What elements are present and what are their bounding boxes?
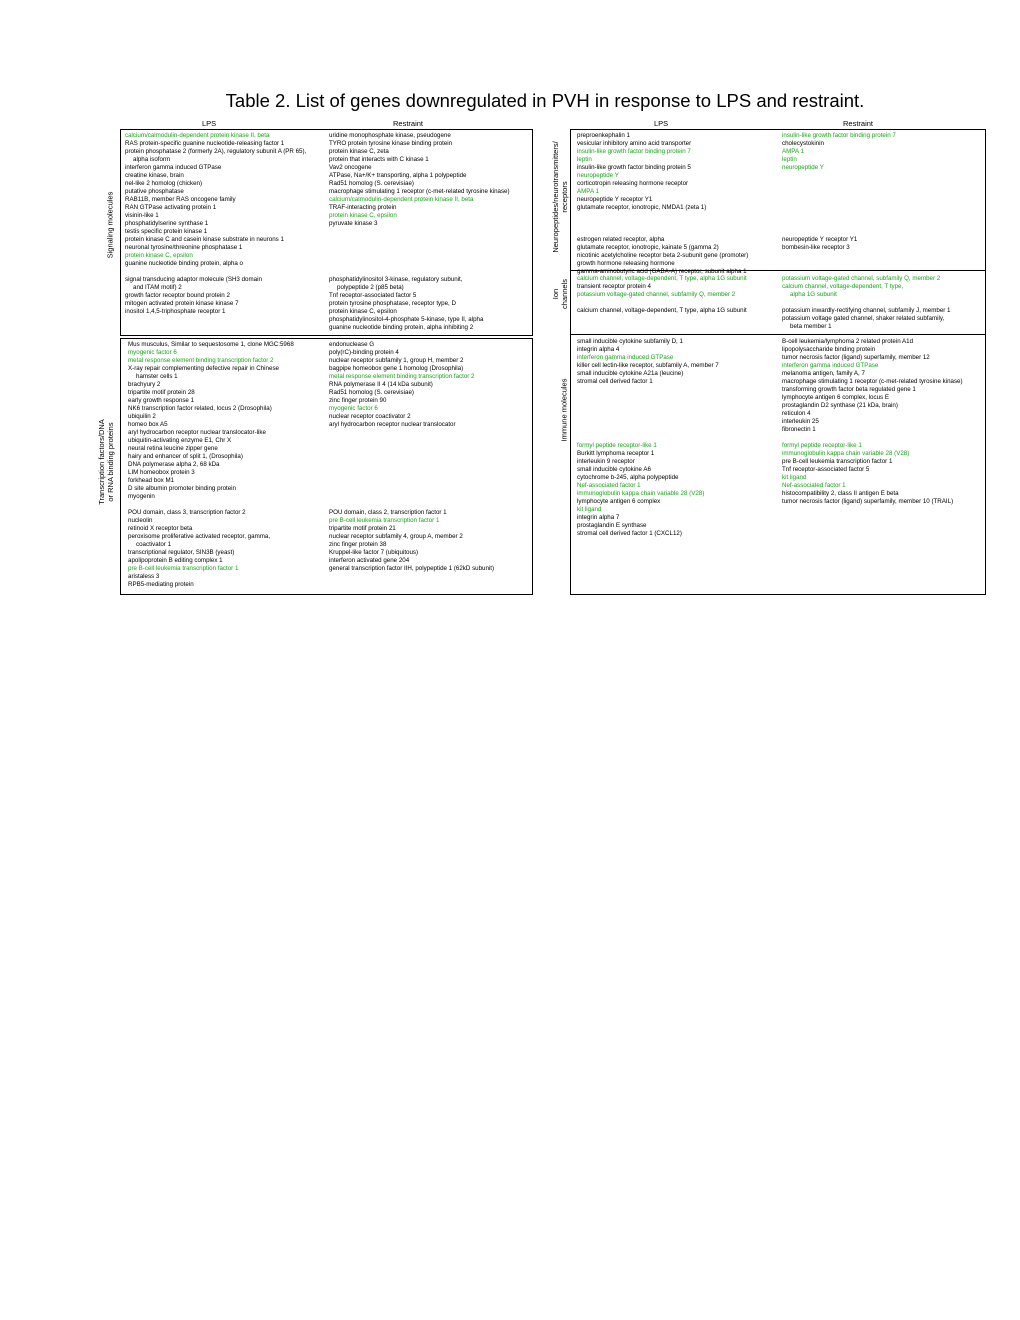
gene-entry: pre B-cell leukemia transcription factor 1 [329,517,440,524]
gene-entry: nuclear receptor coactivator 2 [329,413,411,420]
gene-entry: RPB5-mediating protein [128,581,194,588]
gene-entry: polypeptide 2 (p85 beta) [337,284,404,291]
gene-entry: ATPase, Na+/K+ transporting, alpha 1 polypeptide [329,172,467,179]
gene-entry: Burkitt lymphoma receptor 1 [577,450,655,457]
gene-entry: TYRO protein tyrosine kinase binding protein [329,140,453,147]
ion-restraint-list [782,275,951,331]
left-lps-header: LPS [202,119,217,128]
gene-entry: leptin [782,156,797,163]
spacer [329,260,510,268]
gene-entry: beta member 1 [790,323,832,330]
gene-entry: stromal cell derived factor 1 (CXCL12) [577,530,682,537]
category-neuro-line2: receptors [560,181,569,213]
spacer [329,477,494,485]
gene-entry: lymphocyte antigen 6 complex, locus E [782,394,889,401]
gene-entry: phosphatidylinositol-4-phosphate 5-kinase, type II, alpha [329,316,484,323]
gene-entry: TRAF-interacting protein [329,204,397,211]
gene-entry: ubiquilin 2 [128,413,156,420]
gene-entry: testis specific protein kinase 1 [125,228,208,235]
gene-entry: kit ligand [782,474,807,481]
gene-entry: formyl peptide receptor-like 1 [782,442,862,449]
gene-entry: Rad51 homolog (S. cerevisiae) [329,180,414,187]
gene-entry: growth hormone releasing hormone [577,260,675,267]
category-ion [551,279,569,309]
gene-entry: calcium channel, voltage-dependent, T type, alpha 1G subunit [577,307,747,314]
gene-entry: hamster cells 1 [136,373,178,380]
spacer [782,212,896,220]
gene-entry: calcium/calmodulin-dependent protein kinase II, beta [329,196,474,203]
gene-entry: poly(rC)-binding protein 4 [329,349,399,356]
gene-entry: small inducible cytokine A21a (leucine) [577,370,684,377]
gene-entry: alpha 1G subunit [790,291,837,298]
gene-entry: fibronectin 1 [782,426,816,433]
gene-entry: zinc finger protein 90 [329,397,387,404]
immune-lps-list [577,338,719,538]
gene-entry: protein phosphatase 2 (formerly 2A), regulatory subunit A (PR 65), [125,148,307,155]
spacer [329,485,494,493]
gene-entry: X-ray repair complementing defective repair in Chinese [128,365,279,372]
gene-entry: inositol 1,4,5-triphosphate receptor 1 [125,308,226,315]
spacer [577,299,747,307]
gene-entry: Rad51 homolog (S. cerevisiae) [329,389,414,396]
gene-entry: protein that interacts with C kinase 1 [329,156,429,163]
gene-entry: interferon activated gene 204 [329,557,410,564]
gene-entry: potassium voltage-gated channel, subfamily Q, member 2 [782,275,941,282]
gene-entry: calcium channel, voltage-dependent, T type, alpha 1G subunit [577,275,747,282]
gene-entry: neural retina leucine zipper gene [128,445,218,452]
gene-entry: tumor necrosis factor (ligand) superfamily, member 12 [782,354,930,361]
gene-entry: gamma-aminobutyric acid (GABA-A) receptor, subunit alpha 1 [577,268,747,275]
spacer [577,394,719,402]
gene-entry: AMPA 1 [782,148,804,155]
gene-entry: D site albumin promoter binding protein [128,485,236,492]
gene-entry: endonuclease G [329,341,375,348]
gene-entry: neuropeptide Y [577,172,619,179]
gene-entry: NK6 transcription factor related, locus 2 (Drosophila) [128,405,272,412]
gene-entry: nuclear receptor subfamily 1, group H, member 2 [329,357,464,364]
gene-entry: immunoglobulin kappa chain variable 28 (V28) [577,490,705,497]
gene-entry: myogenic factor 6 [329,405,378,412]
spacer [329,493,494,501]
gene-entry: transcriptional regulator, SIN3B (yeast) [128,549,235,556]
gene-entry: and ITAM motif) 2 [133,284,182,291]
spacer [329,429,494,437]
gene-entry: calcium/calmodulin-dependent protein kinase II, beta [125,132,270,139]
right-lps-header: LPS [654,119,669,128]
signaling-lps-list [125,132,306,316]
gene-entry: mitogen activated protein kinase kinase 7 [125,300,239,307]
gene-entry: aryl hydrocarbon receptor nuclear translocator-like [128,429,266,436]
gene-entry: bagpipe homeobox gene 1 homolog (Drosophila) [329,365,464,372]
gene-entry: Kruppel-like factor 7 (ubiquitous) [329,549,419,556]
ion-immune-divider [570,334,986,335]
spacer [577,386,719,394]
category-ion-line1: Ion [551,288,560,300]
gene-entry: interferon gamma induced GTPase [782,362,879,369]
gene-entry: small inducible cytokine subfamily D, 1 [577,338,683,345]
gene-entry: uridine monophosphate kinase, pseudogene [329,132,451,139]
gene-entry: insulin-like growth factor binding protein 7 [577,148,691,155]
spacer [782,188,896,196]
gene-entry: formyl peptide receptor-like 1 [577,442,657,449]
spacer [329,445,494,453]
gene-entry: ubiquitin-activating enzyme E1, Chr X [128,437,232,444]
gene-entry: RAS protein-specific guanine nucleotide-releasing factor 1 [125,140,285,147]
spacer [577,402,719,410]
spacer [782,220,896,228]
spacer [128,501,294,509]
gene-entry: prostaglandin E synthase [577,522,647,529]
gene-entry: tripartite motif protein 21 [329,525,396,532]
gene-entry: hairy and enhancer of split 1, (Drosophila) [128,453,243,460]
gene-entry: DNA polymerase alpha 2, 68 kDa [128,461,220,468]
gene-entry: stromal cell derived factor 1 [577,378,653,385]
gene-entry: preproenkephalin 1 [577,132,630,139]
gene-entry: insulin-like growth factor binding protein 7 [782,132,896,139]
spacer [329,236,510,244]
spacer [782,228,896,236]
gene-entry: Nef-associated factor 1 [782,482,846,489]
gene-entry: aryl hydrocarbon receptor nuclear translocator [329,421,456,428]
gene-entry: potassium inwardly-rectifying channel, subfamily J, member 1 [782,307,951,314]
ion-lps-list [577,275,747,315]
gene-entry: retinoid X receptor beta [128,525,193,532]
spacer [577,220,748,228]
gene-entry: interferon gamma induced GTPase [125,164,222,171]
gene-entry: small inducible cytokine A6 [577,466,651,473]
gene-entry: neuropeptide Y receptor Y1 [782,236,858,243]
gene-entry: Tnf receptor-associated factor 5 [329,292,417,299]
gene-entry: nuclear receptor subfamily 4, group A, member 2 [329,533,463,540]
gene-entry: tumor necrosis factor (ligand) superfamily, member 10 (TRAIL) [782,498,954,505]
gene-entry: leptin [577,156,592,163]
gene-entry: signal transducing adaptor molecule (SH3 domain [125,276,262,283]
gene-entry: reticulon 4 [782,410,811,417]
gene-entry: creatine kinase, brain [125,172,184,179]
gene-entry: myogenin [128,493,155,500]
gene-entry: corticotropin releasing hormone receptor [577,180,689,187]
spacer [782,204,896,212]
spacer [782,434,963,442]
gene-entry: phosphatidylinositol 3-kinase, regulatory subunit, [329,276,463,283]
spacer [782,196,896,204]
spacer [329,437,494,445]
gene-entry: killer cell lectin-like receptor, subfamily A, member 7 [577,362,719,369]
spacer [782,299,951,307]
left-restraint-header: Restraint [393,119,424,128]
gene-entry: alpha isoform [133,156,171,163]
gene-entry: peroxisome proliferative activated receptor, gamma, [128,533,271,540]
spacer [329,461,494,469]
gene-entry: aristaless 3 [128,573,160,580]
gene-entry: estrogen related receptor, alpha [577,236,665,243]
category-transcription-line1: Transcription factors/DNA [97,419,106,505]
gene-entry: melanoma antigen, family A, 7 [782,370,865,377]
gene-entry: cytochrome b-245, alpha polypeptide [577,474,679,481]
gene-entry: transforming growth factor beta regulated gene 1 [782,386,916,393]
gene-entry: Nef-associated factor 1 [577,482,641,489]
spacer [782,172,896,180]
neuro-restraint-list [782,132,896,252]
gene-entry: neuropeptide Y [782,164,824,171]
gene-entry: RAB11B, member RAS oncogene family [125,196,236,203]
gene-entry: neuronal tyrosine/threonine phosphatase 1 [125,244,243,251]
gene-entry: neuropeptide Y receptor Y1 [577,196,653,203]
spacer [329,501,494,509]
signaling-restraint-list [329,132,510,332]
gene-entry: prostaglandin D2 synthase (21 kDa, brain) [782,402,898,409]
gene-entry: bombesin-like receptor 3 [782,244,850,251]
gene-entry: guanine nucleotide binding protein, alpha o [125,260,244,267]
category-neuro-line1: Neuropeptides/neurotransmitters/ [551,141,560,253]
transcription-lps-list [128,341,294,589]
gene-entry: potassium voltage-gated channel, subfamily Q, member 2 [577,291,736,298]
spacer [329,453,494,461]
gene-entry: myogenic factor 6 [128,349,177,356]
gene-entry: protein tyrosine phosphatase, receptor type, D [329,300,456,307]
gene-entry: POU domain, class 2, transcription factor 1 [329,509,447,516]
spacer [329,469,494,477]
category-ion-line2: channels [560,278,569,310]
gene-entry: interleukin 25 [782,418,819,425]
category-transcription-line2: or RNA binding proteins [106,422,115,502]
gene-entry: protein kinase C, epsilon [125,252,193,259]
gene-entry: cholecystokinin [782,140,824,147]
gene-entry: nicotinic acetylcholine receptor beta 2-subunit gene (promoter) [577,252,749,259]
gene-entry: homeo box A5 [128,421,168,428]
neuro-lps-list [577,132,748,276]
gene-entry: apolipoprotein B editing complex 1 [128,557,223,564]
gene-entry: Vav2 oncogene [329,164,372,171]
gene-entry: POU domain, class 3, transcription factor 2 [128,509,246,516]
gene-entry: macrophage stimulating 1 receptor (c-met-related tyrosine kinase) [329,188,510,195]
gene-entry: insulin-like growth factor binding protein 5 [577,164,691,171]
gene-entry: integrin alpha 4 [577,346,620,353]
gene-entry: integrin alpha 7 [577,514,620,521]
gene-entry: forkhead box M1 [128,477,175,484]
gene-entry: interleukin 9 receptor [577,458,635,465]
gene-entry: macrophage stimulating 1 receptor (c-met-related tyrosine kinase) [782,378,963,385]
gene-entry: glutamate receptor, ionotropic, kainate 5 (gamma 2) [577,244,719,251]
spacer [329,268,510,276]
gene-entry: visinin-like 1 [125,212,159,219]
spacer [577,212,748,220]
gene-entry: AMPA 1 [577,188,599,195]
gene-entry: metal response element binding transcription factor 2 [128,357,274,364]
gene-entry: zinc finger protein 38 [329,541,387,548]
gene-entry: pyruvate kinase 3 [329,220,378,227]
gene-entry: LIM homeobox protein 3 [128,469,195,476]
gene-entry: tripartite motif protein 28 [128,389,195,396]
gene-entry: protein kinase C, zeta [329,148,389,155]
spacer [577,434,719,442]
category-signaling: Signaling molecules [105,191,115,259]
category-neuro [551,141,569,252]
gene-entry: glutamate receptor, ionotropic, NMDA1 (zeta 1) [577,204,707,211]
gene-entry: brachyury 2 [128,381,161,388]
gene-entry: pre B-cell leukemia transcription factor 1 [782,458,893,465]
gene-entry: nucleolin [128,517,153,524]
gene-entry: putative phosphatase [125,188,184,195]
spacer [782,180,896,188]
gene-entry: histocompatibility 2, class II antigen E beta [782,490,899,497]
spacer [329,252,510,260]
right-restraint-header: Restraint [843,119,874,128]
gene-entry: vesicular inhibitory amino acid transporter [577,140,692,147]
immune-restraint-list [782,338,963,506]
gene-entry: calcium channel, voltage-dependent, T type, [782,283,904,290]
gene-entry: protein kinase C, epsilon [329,212,397,219]
spacer [329,228,510,236]
gene-entry: transient receptor protein 4 [577,283,651,290]
gene-entry: potassium voltage gated channel, shaker related subfamily, [782,315,945,322]
page-title: Table 2. List of genes downregulated in PVH in response to LPS and restraint. [225,90,865,111]
spacer [577,410,719,418]
gene-entry: protein kinase C and casein kinase substrate in neurons 1 [125,236,284,243]
spacer [577,426,719,434]
category-immune: Immune molecules [559,378,569,442]
spacer [125,268,306,276]
gene-entry: RAN GTPase activating protein 1 [125,204,217,211]
gene-entry: phosphatidylserine synthase 1 [125,220,209,227]
gene-entry: nel-like 2 homolog (chicken) [125,180,203,187]
gene-entry: lipopolysaccharide binding protein [782,346,876,353]
gene-entry: coactivator 1 [136,541,172,548]
gene-entry: interferon gamma induced GTPase [577,354,674,361]
gene-entry: kit ligand [577,506,602,513]
transcription-restraint-list [329,341,494,573]
gene-entry: early growth response 1 [128,397,195,404]
gene-entry: general transcription factor IIH, polypeptide 1 (62kD subunit) [329,565,495,572]
category-transcription [97,419,115,505]
spacer [577,228,748,236]
gene-entry: immunoglobulin kappa chain variable 28 (V28) [782,450,910,457]
gene-entry: Tnf receptor-associated factor 5 [782,466,870,473]
gene-entry: B-cell leukemia/lymphoma 2 related protein A1d [782,338,914,345]
gene-entry: guanine nucleotide binding protein, alpha inhibiting 2 [329,324,474,331]
gene-entry: pre B-cell leukemia transcription factor 1 [128,565,239,572]
gene-entry: lymphocyte antigen 6 complex [577,498,661,505]
spacer [329,244,510,252]
gene-entry: RNA polymerase II 4 (14 kDa subunit) [329,381,433,388]
spacer [577,418,719,426]
gene-entry: Mus musculus, Similar to sequestosome 1, clone MGC:5968 [128,341,294,348]
gene-entry: metal response element binding transcription factor 2 [329,373,475,380]
gene-entry: growth factor receptor bound protein 2 [125,292,230,299]
gene-entry: protein kinase C, epsilon [329,308,397,315]
